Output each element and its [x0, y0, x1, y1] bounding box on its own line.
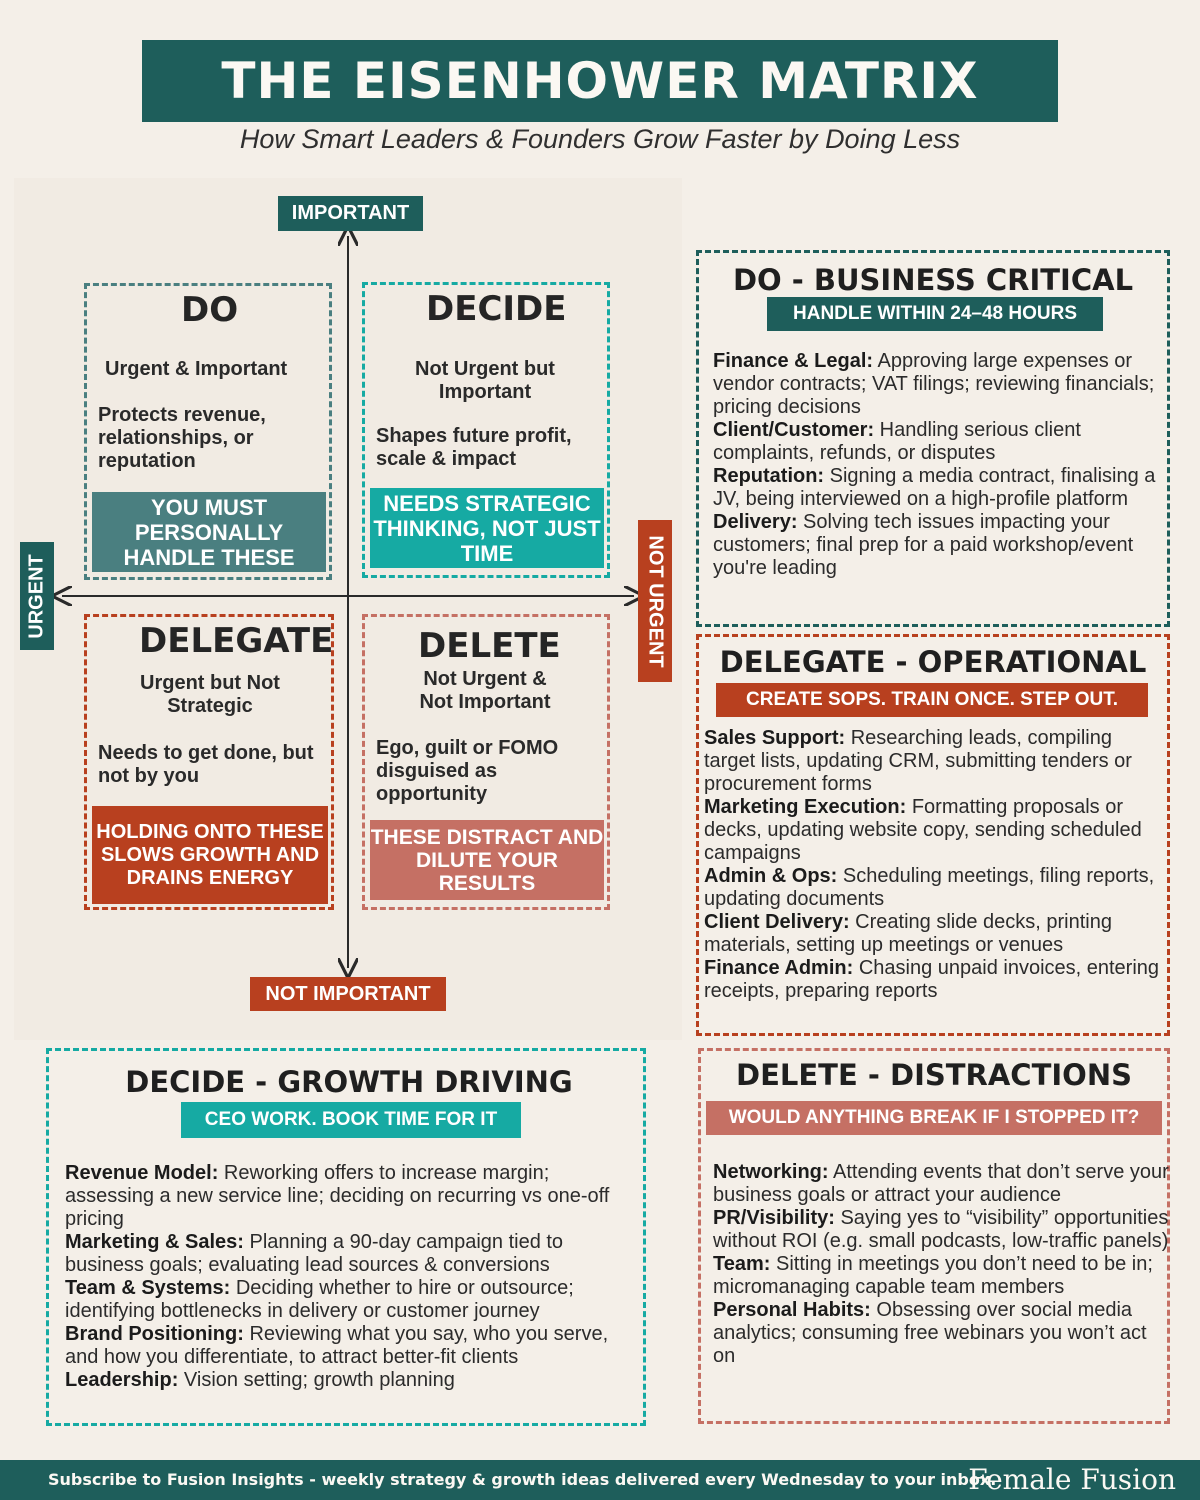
quadrant-decide: [362, 282, 610, 578]
card-title: DO - BUSINESS CRITICAL: [732, 263, 1134, 297]
list-item: Admin & Ops: Scheduling meetings, filing reports, updating documents: [704, 865, 1155, 910]
card-delete-distractions: [698, 1048, 1170, 1424]
list-item: Reputation: Signing a media contract, finalising a JV, being interviewed on a high-profile platform: [713, 465, 1156, 510]
list-item: Revenue Model: Reworking offers to increase margin; assessing a new service line; deciding on recurring vs one-off pricing: [65, 1162, 610, 1230]
list-item: Networking: Attending events that don’t serve your business goals or attract your audience: [713, 1161, 1169, 1206]
quadrant-purpose: Protects revenue, relationships, or reputation: [98, 404, 266, 472]
footer-subscribe-text: Subscribe to Fusion Insights - weekly strategy & growth ideas delivered every Wednesday to your inbox.: [48, 1470, 997, 1489]
list-item: Personal Habits: Obsessing over social media analytics; consuming free webinars you won’t act on: [713, 1299, 1147, 1367]
card-band: WOULD ANYTHING BREAK IF I STOPPED IT?: [706, 1101, 1162, 1135]
quadrant-title: DO: [181, 290, 239, 330]
list-item: Client Delivery: Creating slide decks, printing materials, setting up meetings or venues: [704, 911, 1112, 956]
axis-label-not-important: NOT IMPORTANT: [250, 977, 446, 1011]
axis-label-not-urgent: NOT URGENT: [638, 520, 672, 682]
card-title: DECIDE - GROWTH DRIVING: [125, 1065, 573, 1099]
list-item: Finance Admin: Chasing unpaid invoices, entering receipts, preparing reports: [704, 957, 1160, 1002]
page-title: THE EISENHOWER MATRIX: [142, 40, 1058, 122]
axis-label-important: IMPORTANT: [278, 196, 423, 231]
quadrant-criteria: Urgent & Important: [105, 358, 288, 380]
list-item: Delivery: Solving tech issues impacting your customers; final prep for a paid workshop/event you're leading: [713, 511, 1134, 579]
card-decide-growth-driving: [46, 1048, 646, 1426]
card-body: [704, 727, 1164, 1003]
list-item: Marketing Execution: Formatting proposals or decks, updating website copy, sending scheduled campaigns: [704, 796, 1142, 864]
card-band: CREATE SOPS. TRAIN ONCE. STEP OUT.: [716, 683, 1148, 717]
list-item: PR/Visibility: Saying yes to “visibility” opportunities without ROI (e.g. small podcasts, low-traffic panels): [713, 1207, 1169, 1252]
list-item: Team: Sitting in meetings you don’t need to be in; micromanaging capable team members: [713, 1253, 1153, 1298]
quadrant-purpose: Needs to get done, but not by you: [98, 742, 314, 787]
footer: [0, 1460, 1200, 1500]
quadrant-title: DECIDE: [426, 289, 567, 329]
list-item: Marketing & Sales: Planning a 90-day campaign tied to business goals; evaluating lead sources & conversions: [65, 1231, 564, 1276]
axis-label-urgent: URGENT: [20, 542, 54, 650]
card-band: CEO WORK. BOOK TIME FOR IT: [181, 1102, 521, 1138]
quadrant-purpose: Ego, guilt or FOMO disguised as opportunity: [376, 737, 559, 805]
card-body: [65, 1162, 627, 1392]
quadrant-criteria: Not Urgent & Not Important: [419, 668, 551, 713]
quadrant-delegate: [84, 614, 334, 910]
quadrant-title: DELETE: [418, 626, 561, 666]
brand-logo: Female Fusion: [968, 1463, 1176, 1496]
card-do-business-critical: [696, 250, 1170, 627]
quadrant-band: NEEDS STRATEGIC THINKING, NOT JUST TIME: [370, 488, 604, 568]
quadrant-band: HOLDING ONTO THESE SLOWS GROWTH AND DRAINS ENERGY: [92, 806, 328, 904]
card-body: [713, 350, 1159, 580]
card-body: [713, 1161, 1173, 1368]
page-subtitle: How Smart Leaders & Founders Grow Faster by Doing Less: [239, 124, 961, 154]
quadrant-title: DELEGATE: [139, 621, 334, 661]
list-item: Finance & Legal: Approving large expenses or vendor contracts; VAT filings; reviewing financials; pricing decisions: [713, 350, 1155, 418]
quadrant-band: YOU MUST PERSONALLY HANDLE THESE: [92, 492, 326, 572]
quadrant-criteria: Urgent but Not Strategic: [140, 672, 280, 717]
list-item: Sales Support: Researching leads, compiling target lists, updating CRM, submitting tenders or procurement forms: [704, 727, 1132, 795]
quadrant-delete: [362, 614, 610, 910]
card-band: HANDLE WITHIN 24–48 HOURS: [767, 297, 1103, 331]
list-item: Leadership: Vision setting; growth planning: [65, 1369, 455, 1391]
card-delegate-operational: [696, 634, 1170, 1036]
list-item: Client/Customer: Handling serious client complaints, refunds, or disputes: [713, 419, 1081, 464]
card-title: DELETE - DISTRACTIONS: [736, 1058, 1132, 1092]
card-title: DELEGATE - OPERATIONAL: [719, 645, 1147, 679]
quadrant-band: THESE DISTRACT AND DILUTE YOUR RESULTS: [370, 820, 604, 900]
list-item: Brand Positioning: Reviewing what you say, who you serve, and how you differentiate, to attract better-fit clients: [65, 1323, 609, 1368]
quadrant-do: [84, 283, 332, 580]
quadrant-purpose: Shapes future profit, scale & impact: [376, 425, 572, 470]
quadrant-criteria: Not Urgent but Important: [415, 358, 555, 403]
list-item: Team & Systems: Deciding whether to hire or outsource; identifying bottlenecks in delivery or customer journey: [65, 1277, 574, 1322]
